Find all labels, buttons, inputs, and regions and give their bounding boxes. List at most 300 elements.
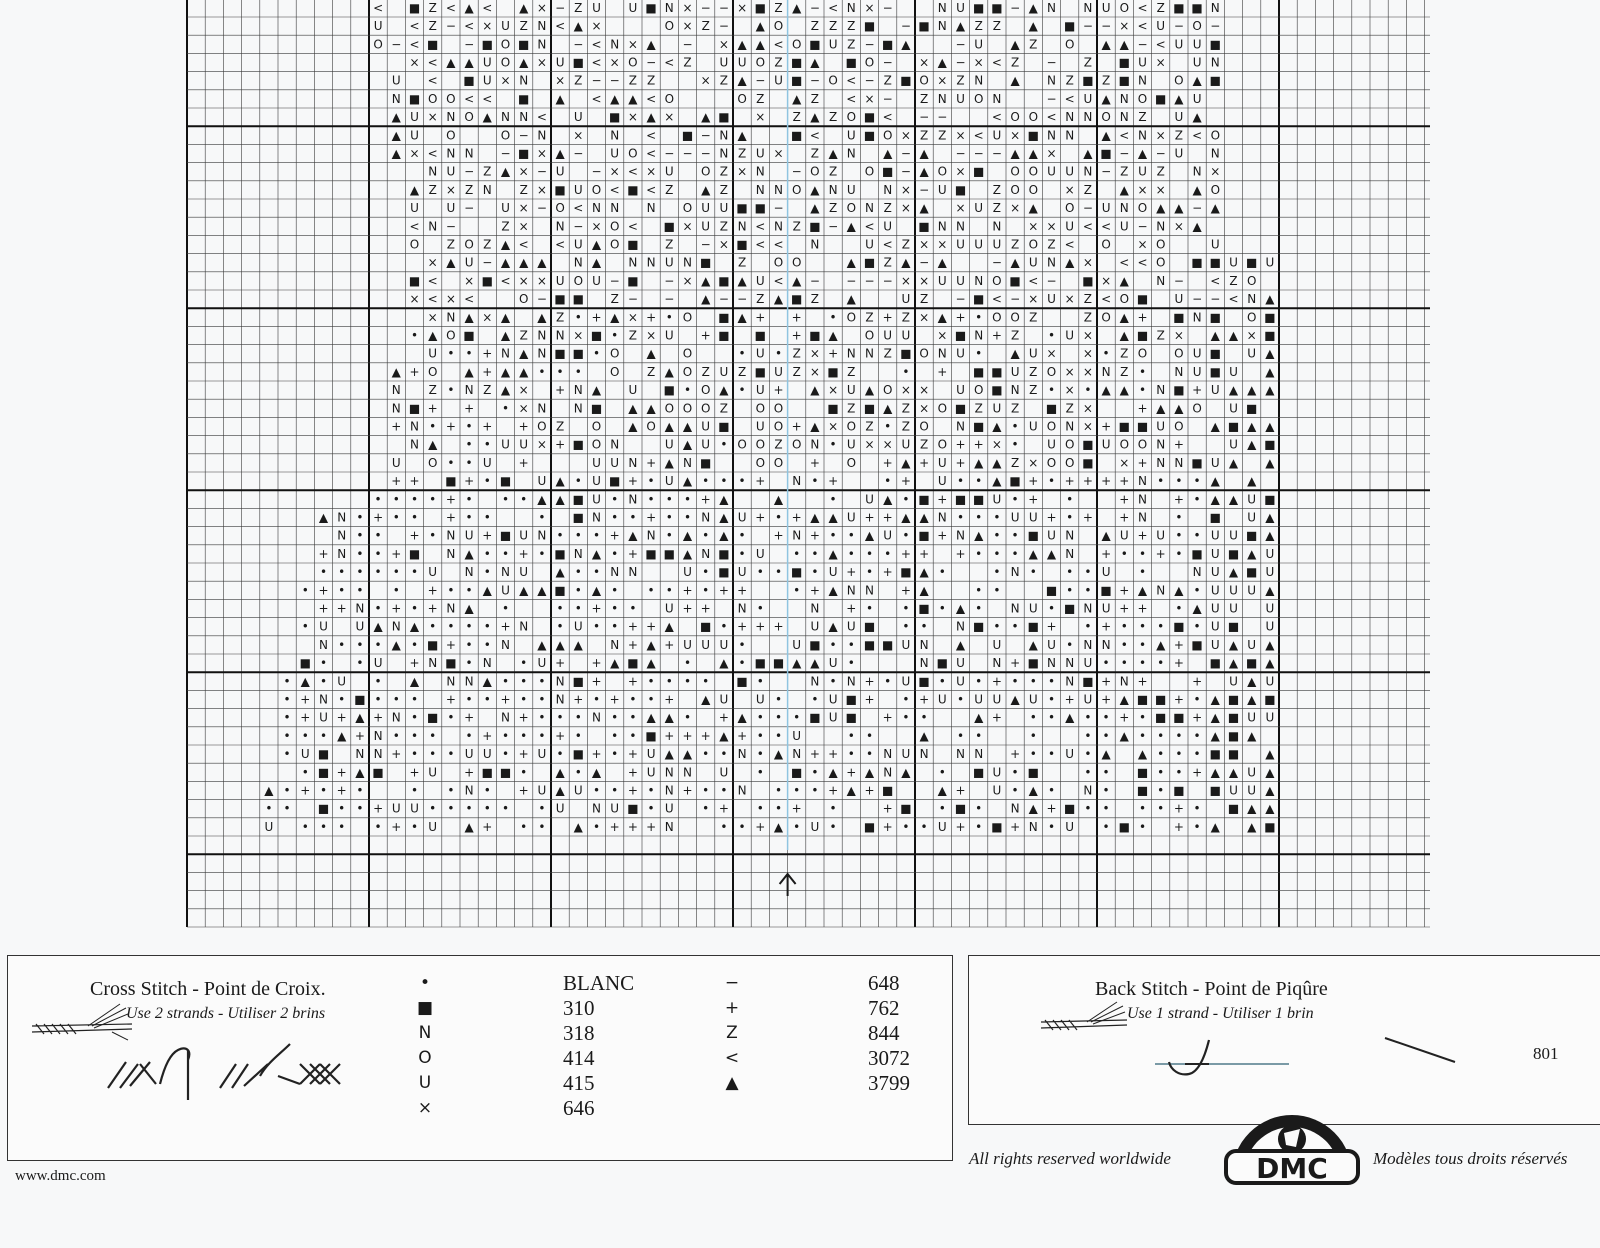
chart-symbol: ■: [518, 146, 530, 161]
chart-symbol: U: [755, 346, 765, 361]
chart-symbol: •: [1138, 383, 1147, 398]
chart-symbol: ▲: [901, 37, 911, 52]
chart-symbol: •: [410, 692, 419, 707]
rights-reserved-en: All rights reserved worldwide: [969, 1149, 1171, 1168]
chart-symbol: −: [718, 0, 729, 15]
chart-symbol: •: [410, 710, 419, 725]
chart-symbol: ■: [882, 37, 894, 52]
chart-symbol: •: [1047, 383, 1056, 398]
chart-symbol: •: [1011, 765, 1019, 780]
chart-symbol: •: [1193, 692, 1201, 707]
chart-symbol: U: [1210, 637, 1220, 652]
chart-symbol: ■: [863, 401, 876, 416]
chart-symbol: •: [556, 747, 564, 762]
chart-symbol: U: [828, 710, 838, 725]
chart-symbol: ▲: [464, 0, 474, 15]
chart-symbol: U: [719, 692, 729, 707]
chart-symbol: <: [882, 110, 893, 125]
chart-symbol: U: [865, 492, 874, 507]
chart-symbol: •: [993, 583, 1001, 598]
chart-symbol: •: [938, 765, 946, 780]
chart-symbol: −: [536, 292, 547, 307]
back-stitch-line-icon: [1381, 1032, 1461, 1072]
chart-symbol: N: [555, 674, 565, 689]
chart-symbol: ■: [918, 19, 930, 34]
chart-symbol: O: [646, 419, 656, 434]
chart-symbol: +: [882, 819, 893, 834]
chart-symbol: ■: [554, 583, 566, 598]
chart-symbol: ▲: [591, 546, 602, 561]
chart-symbol: •: [756, 710, 764, 725]
chart-symbol: O: [992, 310, 1002, 325]
chart-symbol: ■: [845, 55, 857, 70]
chart-symbol: ×: [500, 73, 511, 88]
chart-symbol: •: [556, 528, 564, 543]
thread-code: 646: [563, 1096, 595, 1120]
chart-symbol: U: [592, 474, 601, 489]
chart-symbol: U: [373, 19, 383, 34]
chart-symbol: N: [974, 73, 984, 88]
chart-symbol: •: [356, 583, 364, 598]
chart-symbol: Z: [555, 419, 565, 434]
chart-symbol: ▲: [537, 583, 547, 598]
chart-symbol: •: [465, 346, 473, 361]
chart-symbol: U: [1138, 164, 1147, 179]
chart-symbol: •: [301, 765, 309, 780]
chart-symbol: Z: [555, 310, 565, 325]
chart-symbol: +: [1046, 801, 1057, 816]
chart-symbol: ▲: [701, 110, 711, 125]
chart-symbol: •: [338, 692, 346, 707]
chart-symbol: −: [1119, 146, 1130, 161]
chart-symbol: O: [1010, 110, 1020, 125]
chart-symbol: ×: [627, 110, 638, 125]
chart-symbol: •: [410, 747, 419, 762]
chart-symbol: N: [1192, 164, 1202, 179]
chart-symbol: •: [520, 674, 528, 689]
chart-symbol: ▲: [646, 110, 656, 125]
chart-symbol: •: [374, 637, 382, 652]
chart-symbol: +: [1173, 656, 1184, 671]
chart-symbol: +: [1082, 510, 1093, 525]
chart-symbol: <: [1028, 273, 1039, 288]
chart-symbol: Z: [464, 182, 474, 197]
chart-symbol: N: [719, 128, 729, 143]
chart-symbol: O: [919, 346, 929, 361]
chart-symbol: •: [483, 510, 491, 525]
chart-symbol: ▲: [810, 510, 820, 525]
chart-symbol: O: [791, 182, 802, 197]
chart-symbol: −: [1137, 219, 1148, 234]
chart-symbol: ▲: [318, 510, 329, 525]
chart-symbol: N: [501, 110, 510, 125]
chart-symbol: O: [500, 37, 511, 52]
chart-symbol: −: [828, 219, 839, 234]
chart-symbol: •: [319, 674, 328, 689]
chart-symbol: U: [1065, 164, 1075, 179]
chart-symbol: O: [882, 128, 893, 143]
chart-symbol: •: [1120, 546, 1128, 561]
chart-symbol: +: [864, 674, 875, 689]
chart-symbol: •: [738, 637, 746, 652]
chart-symbol: O: [609, 237, 620, 252]
chart-symbol: O: [791, 37, 802, 52]
chart-symbol: ■: [481, 273, 493, 288]
chart-symbol: •: [629, 728, 637, 743]
chart-symbol: •: [1102, 801, 1110, 816]
chart-symbol: •: [683, 492, 692, 507]
chart-symbol: •: [465, 492, 473, 507]
chart-symbol: −: [864, 37, 875, 52]
chart-symbol: <: [555, 19, 566, 34]
chart-symbol: N: [410, 419, 419, 434]
chart-symbol: •: [319, 565, 328, 580]
chart-symbol: Z: [1120, 364, 1129, 379]
chart-symbol: •: [647, 783, 655, 798]
chart-symbol: ×: [682, 19, 693, 34]
chart-symbol: O: [700, 164, 711, 179]
chart-symbol: ▲: [864, 383, 875, 398]
chart-symbol: N: [1138, 510, 1147, 525]
chart-symbol: +: [336, 783, 347, 798]
chart-symbol: N: [646, 255, 656, 270]
chart-symbol: <: [755, 237, 766, 252]
chart-symbol: ■: [863, 128, 876, 143]
chart-symbol: N: [410, 437, 419, 452]
chart-symbol: U: [956, 383, 965, 398]
chart-symbol: U: [956, 674, 965, 689]
chart-symbol: N: [428, 656, 438, 671]
chart-symbol: ▲: [500, 164, 511, 179]
chart-symbol: −: [846, 273, 857, 288]
chart-symbol: U: [846, 619, 856, 634]
chart-symbol: +: [937, 492, 948, 507]
chart-symbol: N: [519, 73, 529, 88]
chart-symbol: ■: [991, 383, 1003, 398]
chart-symbol: O: [1101, 110, 1111, 125]
chart-symbol: ▲: [1156, 201, 1166, 216]
chart-symbol: U: [1210, 583, 1220, 598]
chart-symbol: ▲: [573, 637, 583, 652]
chart-symbol: −: [1210, 292, 1221, 307]
chart-symbol: ▲: [773, 747, 784, 762]
chart-symbol: +: [809, 583, 820, 598]
chart-symbol: ×: [536, 182, 547, 197]
chart-symbol: ▲: [1265, 364, 1275, 379]
chart-symbol: ■: [1191, 637, 1203, 652]
chart-symbol: +: [1173, 637, 1184, 652]
chart-symbol: ■: [627, 182, 639, 197]
chart-symbol: Z: [428, 383, 437, 398]
chart-symbol: ×: [900, 182, 911, 197]
chart-symbol: U: [1192, 346, 1202, 361]
chart-symbol: +: [354, 728, 365, 743]
chart-symbol: ×: [900, 128, 911, 143]
chart-symbol: ×: [1046, 219, 1057, 234]
chart-symbol: +: [1119, 583, 1130, 598]
chart-symbol: O: [1046, 455, 1057, 470]
chart-symbol: N: [664, 0, 674, 15]
chart-symbol: ▲: [1265, 419, 1275, 434]
chart-symbol: ▲: [810, 419, 820, 434]
chart-symbol: U: [664, 474, 674, 489]
chart-symbol: Z: [792, 364, 801, 379]
chart-symbol: ▲: [682, 546, 693, 561]
chart-symbol: ■: [1027, 619, 1039, 634]
chart-symbol: +: [718, 710, 729, 725]
chart-symbol: O: [464, 237, 474, 252]
chart-symbol: −: [1082, 19, 1093, 34]
chart-symbol: Z: [756, 292, 765, 307]
chart-symbol: +: [555, 383, 566, 398]
chart-symbol: ▲: [810, 201, 820, 216]
chart-symbol: •: [756, 765, 764, 780]
chart-symbol: ▲: [573, 819, 583, 834]
chart-symbol: ■: [572, 292, 584, 307]
chart-symbol: +: [518, 747, 529, 762]
chart-symbol: O: [1137, 91, 1148, 106]
chart-symbol: ▲: [1210, 492, 1220, 507]
chart-symbol: ■: [1227, 419, 1240, 434]
cross-stitch-key: [7, 955, 953, 1161]
chart-symbol: U: [992, 692, 1002, 707]
chart-symbol: •: [647, 492, 655, 507]
chart-symbol: +: [828, 474, 839, 489]
chart-symbol: ■: [1264, 492, 1276, 507]
chart-symbol: ■: [554, 546, 566, 561]
chart-symbol: ■: [863, 819, 876, 834]
chart-symbol: ▲: [810, 55, 820, 70]
chart-symbol: ×: [536, 437, 547, 452]
chart-symbol: −: [664, 292, 675, 307]
chart-symbol: −: [937, 110, 948, 125]
chart-symbol: U: [828, 692, 838, 707]
chart-symbol: ×: [1119, 455, 1130, 470]
chart-symbol: ■: [1045, 583, 1058, 598]
chart-symbol: U: [428, 565, 438, 580]
chart-symbol: +: [664, 728, 675, 743]
chart-symbol: N: [810, 674, 820, 689]
chart-symbol: U: [373, 656, 383, 671]
chart-symbol: ■: [1227, 728, 1240, 743]
chart-symbol: +: [919, 455, 930, 470]
chart-symbol: •: [720, 819, 728, 834]
chart-symbol: <: [1155, 37, 1166, 52]
chart-symbol: ×: [1155, 55, 1166, 70]
chart-symbol: U: [1247, 510, 1257, 525]
chart-symbol: U: [573, 783, 583, 798]
chart-symbol: •: [902, 692, 910, 707]
chart-symbol: U: [1247, 583, 1257, 598]
chart-symbol: U: [1028, 510, 1038, 525]
chart-symbol: Z: [1065, 401, 1074, 416]
chart-symbol: •: [756, 565, 764, 580]
chart-symbol: ▲: [701, 273, 711, 288]
chart-symbol: •: [629, 692, 637, 707]
chart-symbol: •: [592, 565, 601, 580]
chart-symbol: N: [1065, 656, 1075, 671]
chart-symbol: U: [1229, 437, 1238, 452]
chart-symbol: −: [737, 292, 748, 307]
chart-symbol: •: [1157, 783, 1165, 798]
chart-symbol: N: [1119, 91, 1129, 106]
chart-symbol: •: [374, 819, 382, 834]
chart-symbol: N: [846, 146, 856, 161]
chart-symbol: −: [391, 37, 402, 52]
chart-symbol: ▲: [391, 146, 401, 161]
chart-symbol: O: [446, 328, 456, 343]
chart-symbol: N: [919, 637, 929, 652]
chart-symbol: U: [1174, 37, 1184, 52]
chart-symbol: ■: [590, 401, 603, 416]
back-stitch-title: Back Stitch - Point de Piqûre: [1095, 978, 1328, 1000]
chart-symbol: U: [355, 619, 365, 634]
chart-symbol: •: [720, 747, 728, 762]
chart-symbol: •: [356, 528, 364, 543]
chart-symbol: O: [682, 310, 693, 325]
chart-symbol: •: [756, 601, 764, 616]
chart-symbol: ▲: [391, 364, 401, 379]
chart-symbol: ×: [536, 146, 547, 161]
chart-symbol: N: [828, 182, 838, 197]
chart-symbol: Z: [519, 19, 528, 34]
chart-symbol: ▲: [901, 510, 911, 525]
chart-symbol: ▲: [1010, 255, 1020, 270]
chart-symbol: ■: [1136, 692, 1149, 707]
chart-symbol: ▲: [828, 328, 838, 343]
chart-symbol: ▲: [1265, 747, 1275, 762]
chart-symbol: •: [483, 637, 491, 652]
chart-symbol: •: [283, 747, 291, 762]
chart-symbol: •: [1084, 728, 1092, 743]
chart-symbol: ▲: [555, 765, 565, 780]
chart-symbol: ■: [645, 546, 657, 561]
chart-symbol: U: [1265, 710, 1275, 725]
chart-symbol: •: [392, 492, 400, 507]
chart-symbol: ■: [354, 692, 366, 707]
chart-symbol: U: [846, 383, 856, 398]
chart-symbol: N: [683, 455, 692, 470]
chart-symbol: •: [447, 801, 455, 816]
chart-symbol: ■: [809, 37, 821, 52]
chart-symbol: +: [755, 310, 766, 325]
chart-symbol: ▲: [1028, 637, 1038, 652]
chart-symbol: ▲: [1119, 692, 1129, 707]
chart-symbol: ▲: [1010, 37, 1020, 52]
chart-symbol: ■: [408, 546, 421, 561]
chart-symbol: ×: [482, 310, 493, 325]
chart-symbol: •: [1066, 565, 1074, 580]
chart-symbol: Z: [938, 128, 947, 143]
chart-symbol: Z: [792, 346, 801, 361]
chart-symbol: ▲: [628, 401, 638, 416]
chart-symbol: −: [573, 37, 584, 52]
chart-symbol: O: [1028, 110, 1039, 125]
chart-symbol: Z: [646, 364, 656, 379]
chart-symbol: N: [865, 583, 874, 598]
chart-symbol: O: [1210, 182, 1221, 197]
chart-symbol: ▲: [1228, 383, 1239, 398]
chart-symbol: •: [574, 565, 582, 580]
chart-symbol: <: [373, 0, 384, 15]
chart-symbol: ×: [445, 182, 456, 197]
chart-symbol: U: [592, 492, 601, 507]
chart-symbol: ■: [718, 565, 730, 580]
chart-symbol: O: [537, 419, 547, 434]
chart-symbol: ×: [809, 364, 820, 379]
chart-symbol: N: [919, 747, 929, 762]
chart-symbol: •: [665, 510, 673, 525]
chart-symbol: Z: [628, 73, 638, 88]
chart-symbol: •: [1138, 637, 1147, 652]
chart-symbol: +: [791, 328, 802, 343]
thread-code: 318: [563, 1021, 595, 1045]
chart-symbol: ▲: [519, 346, 529, 361]
chart-symbol: ▲: [1247, 728, 1257, 743]
chart-symbol: •: [1066, 637, 1074, 652]
chart-symbol: <: [1046, 110, 1057, 125]
chart-symbol: •: [683, 710, 692, 725]
chart-symbol: −: [864, 273, 875, 288]
chart-symbol: N: [1192, 565, 1202, 580]
chart-symbol: ■: [991, 364, 1003, 379]
chart-symbol: U: [319, 710, 328, 725]
chart-symbol: U: [610, 455, 620, 470]
chart-symbol: ×: [518, 383, 529, 398]
chart-symbol: N: [1101, 364, 1111, 379]
chart-symbol: •: [501, 401, 510, 416]
chart-symbol: ■: [681, 128, 694, 143]
chart-symbol: +: [391, 747, 402, 762]
chart-symbol: U: [1065, 819, 1075, 834]
chart-symbol: N: [446, 546, 456, 561]
chart-symbol: U: [792, 637, 802, 652]
chart-symbol: +: [737, 583, 748, 598]
chart-symbol: ×: [864, 437, 875, 452]
chart-symbol: ▲: [610, 91, 620, 106]
chart-symbol: Z: [919, 128, 929, 143]
chart-symbol: Z: [683, 55, 692, 70]
chart-symbol: +: [846, 765, 857, 780]
chart-symbol: •: [738, 346, 746, 361]
chart-symbol: O: [446, 128, 456, 143]
chart-symbol: •: [702, 528, 710, 543]
chart-symbol: U: [883, 219, 893, 234]
chart-symbol: N: [646, 528, 656, 543]
chart-symbol: ■: [1209, 73, 1221, 88]
chart-symbol: ▲: [701, 292, 711, 307]
chart-symbol: ■: [1064, 801, 1076, 816]
chart-symbol: +: [1046, 510, 1057, 525]
chart-symbol: U: [1028, 346, 1038, 361]
chart-symbol: N: [1174, 455, 1184, 470]
chart-symbol: •: [520, 656, 528, 671]
chart-symbol: ▲: [591, 765, 602, 780]
chart-symbol: <: [409, 19, 420, 34]
chart-symbol: O: [810, 164, 820, 179]
chart-symbol: U: [1229, 364, 1238, 379]
chart-symbol: O: [1064, 201, 1075, 216]
chart-symbol: U: [592, 0, 601, 15]
thread-code: 414: [563, 1046, 595, 1070]
chart-symbol: ■: [1246, 656, 1258, 671]
chart-symbol: •: [1047, 783, 1056, 798]
chart-symbol: U: [1174, 110, 1184, 125]
chart-symbol: +: [664, 637, 675, 652]
chart-symbol: U: [1265, 565, 1275, 580]
chart-symbol: ▲: [883, 492, 893, 507]
chart-symbol: N: [1083, 637, 1093, 652]
